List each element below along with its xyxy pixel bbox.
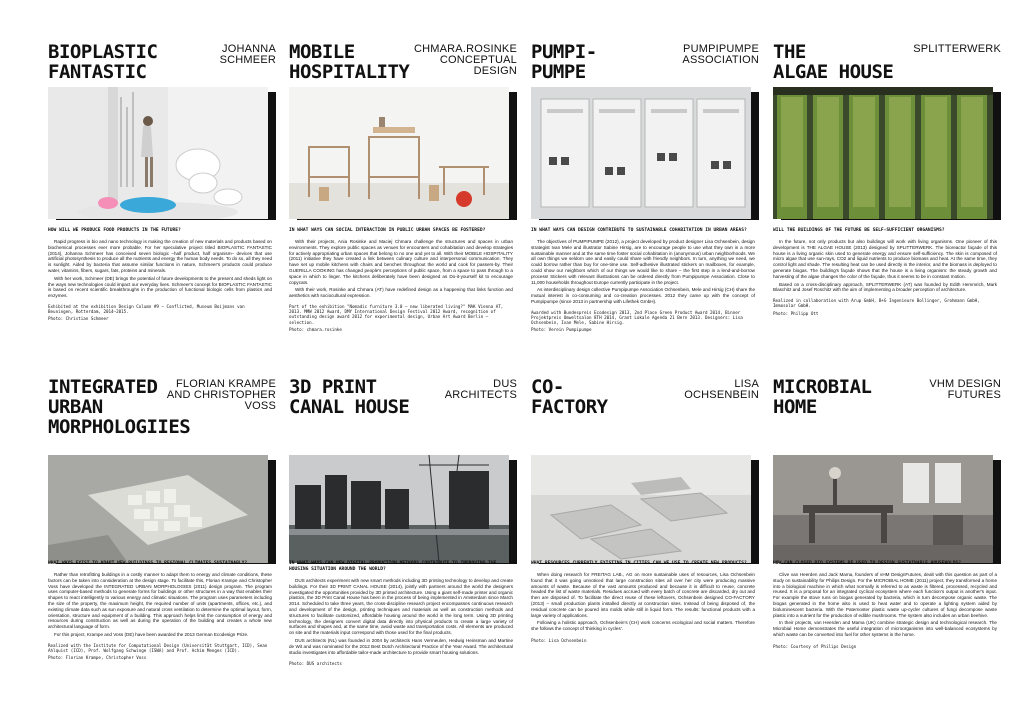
card-body	[289, 561, 513, 667]
card-credit: Realized in collaboration with Arup GmbH, B+G Ingenieure Bollinger, Grohmann GmbH, Immosolar GmbH.	[773, 298, 980, 309]
card-co-factory	[531, 376, 759, 643]
card-credit: Awarded with Bundespreis Ecodesign 2013, 2nd Place Green Product Award 2014, Binner Projektpreis Umweltsalon 8TH 2014, Grant Lokale Agenda 21 Bern 2013. Designers: Lisa Ochsenbein, Ivan Mele, Sabine Hirsig.	[531, 309, 743, 326]
card-paragraph: With their work, Rosinke and Chmara (AT) have redefined design as a happening that links function and aesthetics with sociocultural expression.	[289, 287, 513, 299]
card-title: INTEGRATED URBAN MORPHOLOGIIES	[48, 376, 191, 438]
card-title: MOBILE HOSPITALITY	[289, 41, 410, 83]
card-paragraph: Rapid progress in bio and nano technology is making the creation of new materials and products based on biochemical processes ever more probable. For her speculative project titled BIOPLASTIC FANTASTIC (2014), Johanna Schmeer has conceived seven biologic –half product, half organism– devices that use artificial photosynthesis to produce all the nutrients and energy the human body needs. To do so, all they need is sunlight. Aided by bacteria that assume similar functions in nature, Schmeer's products could produce water, vitamins, fibers, sugars, fats, proteins and minerals.	[48, 239, 272, 273]
card-the-algae-house	[773, 41, 1001, 316]
card-header	[531, 377, 759, 421]
algae-facade-photo	[773, 87, 993, 219]
card-photo-credit: Photo: Lisa Ochsenbein	[531, 637, 587, 643]
card-paragraph: Following a holistic approach, Ochsenbein's (CH) work concerns ecological and social matters. Therefore she follows the concept of 'thinking in cycles'.	[531, 620, 755, 632]
card-author: SPLITTERWERK	[913, 43, 1001, 55]
card-header	[773, 42, 1001, 86]
card-author: LISA OCHSENBEIN	[684, 378, 759, 401]
card-author: CHMARA.ROSINKE CONCEPTUAL DESIGN	[413, 43, 517, 77]
card-title: CO- FACTORY	[531, 376, 608, 418]
card-photo-credit: Photo: Courtesy of Philips Design	[773, 643, 857, 649]
canal-house-photo	[289, 455, 509, 563]
card-body	[773, 228, 997, 316]
card-header	[773, 377, 1001, 421]
card-paragraph: When doing research for FREITAG LAB., AG on more sustainable uses of resources, Lisa Ochsenbein found that it was going unnoticed that large construction sites all over her city were producing massive amounts of waste. Because of the vast amounts produced and because it is difficult to reuse, concrete headed the list of waste materials. Residues accrued with every batch of concrete are discarded, dry out and then are disposed of. To facilitate the direct reuse of these leftovers, Ochsenbein designed CO-FACTORY (2013) – small production plants installed directly at construction sites. Instead of being disposed of, the residual concrete can be poured into molds while still in liquid form. The results: functional products with a large variety of applications.	[531, 572, 755, 618]
card-paragraph: DUS architects experiment with new smart methods including 3D printing technology to develop and create buildings. For their 3D PRINT CANAL HOUSE (2014), jointly with partners around the world the designers investigated the opportunities provided by 3D printed architecture. Using a giant self-made printer and organic plastics, the 3D Print Canal House has been in the process of being implemented in Amsterdam since March 2014. Scheduled to take three years, the cross-discipline research project encompasses continuous research and development of the design, printing techniques and materials as well as construction methods and structures to facilitate customized, affordable housing around the world in the long term. Using 3D printing technology, the designers convert digital data directly into physical products to create a large variety of surfaces and shapes and, at the same time, avoid waste and transportation costs. All elements are produced on site and the materials input correspond with those used for the final products.	[289, 578, 513, 636]
card-integrated-urban-morphologiies	[48, 376, 276, 661]
card-paragraph: Clive van Heerden and Jack Mama, founders of vHM DesignFutures, dealt with this question as part of a study on sustainability for Philips Design. For the MICROBIAL HOME (2011) project, they transformed a home into a biological machine in which what normally is referred to as waste is filtered, processed, recycled and reused. It is a proposal for an integrated cyclical ecosystem where each function's output is another's input. For example the stove runs on biogas generated by bacteria, which in turn decompose organic waste. The biogas generated in the home also is used to heat water and to operate a lighting system aided by bioluminescent bacteria. With the Paternoster plastic waste up-cycler cultures of fungi decompose waste plastic into a nutrient for the production of edible mushrooms. The system also includes an urban beehive.	[773, 572, 997, 618]
card-paragraph: The objectives of PUMPIPUMPE (2012), a project developed by product designer Lisa Ochsenbein, design strategist Ivan Mele and illustrator Sabine Hirsig, are to encourage people to use what they own in a more sustainable manner and at the same time foster social cohabitation in (anonymous) urban neighborhoods. We all own things we seldom use and easily could share with friendly neighbors. In turn, anything we need, we could borrow rather than buy for one-time use. Self-adhesive illustrated stickers on mailboxes, for example, could show our neighbors which of our things we would like to share – the first step in a lend-and-borrow process! Stickers with relevant illustrations can be ordered directly from Pumpipumpe Association. Close to 11,000 households throughout Europe currently participate in the project.	[531, 239, 755, 285]
card-title: BIOPLASTIC FANTASTIC	[48, 41, 158, 83]
card-header	[289, 42, 517, 86]
mobile-kitchen-photo	[289, 87, 509, 219]
card-question: IN WHAT WAYS CAN NEW DIGITAL PRODUCTION METHODS CONTRIBUTE TO IMPROVING THE HOUSING SITUATION AROUND THE WORLD?	[289, 561, 497, 572]
card-body	[773, 561, 997, 649]
card-author: FLORIAN KRAMPE AND CHRISTOPHER VOSS	[166, 378, 276, 412]
card-header	[289, 377, 517, 421]
card-photo-credit: Photo: DUS architects	[289, 661, 342, 667]
card-photo-credit: Photo: Florian Krampe, Christopher Voss	[48, 655, 147, 661]
card-body	[289, 228, 513, 332]
card-paragraph: Based on a cross-disciplinary approach, SPLITTERWERK (AT) was founded by Edith Hemmrich, Mark Blaschitz and Josef Roschitz with the aim of implementing a broader perception of architecture.	[773, 281, 997, 293]
card-title: PUMPI- PUMPE	[531, 41, 597, 83]
card-title: THE ALGAE HOUSE	[773, 41, 894, 83]
card-paragraph: Rather than retrofitting buildings in a costly manner to adapt them to energy and climate conditions, these factors can be taken into consideration at the design stage. To facilitate this, Florian Krampe and Christopher Voss have developed the INTEGRATED URBAN MORPHOLOGIES (2011) design program. The program uses computer-based methods to generate forms for buildings or other structures in a way that enables their shapes to react intelligently to various energy and climatic situations. The program uses parameters including the size of the property, the maximum height, the required number of units (apartments, offices, etc.), and existing climate data such as sun exposure and natural cross ventilation to determine the optimal layout, form, orientation, structure and equipment of a building. This approach helps limit the consumption of energy and resources during construction as well as during the operation of the building and creates a whole new architectural language of form.	[48, 572, 272, 630]
card-photo-credit: Photo: Verein Pumpipumpe	[531, 327, 592, 333]
card-paragraph: DUS architects (NL) was founded in 2004 by architects Hans Vermeulen, Hedwig Heinsman and Martine de Wit and was nominated for the 2012 Best Dutch Architectural Practice of the Year Award. The architectural studio investigates into affordable tailor-made architecture to provide smart housing solutions.	[289, 637, 513, 655]
card-author: VHM DESIGN FUTURES	[929, 378, 1001, 401]
card-header	[48, 42, 276, 86]
urban-model-photo	[48, 455, 268, 563]
card-author: JOHANNA SCHMEER	[219, 43, 276, 66]
card-question: WILL THE BUILDINGS OF THE FUTURE BE SELF-SUFFICIENT ORGANISMS?	[773, 228, 945, 233]
card-paragraph: For this project, Krampe and Voss (DE) have been awarded the 2013 German Ecodesign Prize.	[54, 631, 249, 637]
card-3d-print-canal-house	[289, 376, 517, 667]
card-mobile-hospitality	[289, 41, 517, 332]
card-paragraph: With their projects, Ania Rosinke and Maciej Chmara challenge the structures and spaces in urban environments. They explore public spaces as venues for encounters and cohabitation and develop strategies for actively appropriating urban spaces that belong to no one and yet to all. With their MOBILE HOSPITALITY (2011) initiative they have created a link between culinary culture and interpersonal communication. They have set up mobile kitchens with chairs and benches throughout the world and cook for passers-by. Their GUERILLA COOKING has changed people's perceptions of public space, from a space to pass through to a space in which to linger. The kitchens deliberately have been designed as Do-it-yourself kit to encourage copycats.	[289, 239, 513, 285]
mailbox-stickers-photo	[531, 87, 751, 219]
card-paragraph: With her work, Schmeer (DE) brings the potential of future developments to the present and sheds light on the ways new technologies could impact our everyday lives. Schmeer's concept for BIOPLASTIC FANTASTIC is based on recent scientific breakthroughs in the production of functional biologic cells from plastics and enzymes.	[48, 275, 272, 299]
card-title: MICROBIAL HOME	[773, 376, 872, 418]
card-photo-credit: Photo: Philipp Ott	[773, 310, 819, 316]
card-header	[48, 376, 276, 438]
card-title: 3D PRINT CANAL HOUSE	[289, 376, 410, 418]
card-body	[531, 228, 755, 333]
card-microbial-home	[773, 376, 1001, 649]
card-paragraph: As interdisciplinary design collective Pumpipumpe Association Ochsenbein, Mele and Hirsig (CH) share the mutual interest in co-consuming and co-creation processes. 2012 they came up with the concept of Pumpipumpe (since 2013 in partnership with Lifethek GmbH).	[531, 287, 755, 304]
card-photo-credit: Photo: Christian Schmeer	[48, 316, 109, 322]
card-credit: Realized with the Institute for Computational Design (Universität Stuttgart, ICD), Sean Ahlquist (ICD), Prof. Wolfgang Schwinge (ISWA) and Prof. Achim Menges (ICD).	[48, 642, 268, 653]
card-author: PUMPIPUMPE ASSOCIATION	[682, 43, 759, 66]
card-question: IN WHAT WAYS CAN DESIGN CONTRIBUTE TO SUSTAINABLE COHABITATION IN URBAN AREAS?	[531, 228, 747, 233]
card-body	[531, 561, 755, 643]
card-credit: Part of the exhibition "Nomadic furniture 3.0 – new liberated living?" MAK Vienna AT, 2013. MMW 2012 Award, DMY International Design Festival 2012 Award, recognition of outstanding design award 2012 for experimental design, Urban Art Award Berlin – selection.	[289, 303, 504, 325]
card-bioplastic-fantastic	[48, 41, 276, 322]
card-pumpipumpe	[531, 41, 759, 333]
card-question: WHAT WAYS EXIST TO ADAPT NEW BUILDINGS TO REGIONAL CLIMATES SUSTAINABLY?	[48, 561, 248, 566]
card-header	[531, 42, 759, 86]
card-credit: Exhibited at the exhibition Design Column #9 – Conflicted, Museum Boijmans van Beuningen, Rotterdam, 2014–2015.	[48, 303, 245, 315]
card-question: HOW CAN CLOSED BIO SYSTEMS BE USED TO DESIGN SUSTAINABLE HOUSEHOLDS?	[773, 561, 962, 566]
card-paragraph: In their projects, van Heerden and Mama (UK) combine strategic design and technological research. The Microbial Home demonstrates the useful integration of microorganisms into well-balanced ecosystems by which waste can be converted into fuel for other systems in the home.	[773, 620, 997, 637]
card-author: DUS ARCHITECTS	[444, 378, 517, 401]
card-body	[48, 561, 272, 660]
card-paragraph: In the future, not only products but also buildings will work with living organisms. One pioneer of this development is THE ALGAE HOUSE (2013) designed by SPLITTERWERK. The bioreactor façade of this house is a living organic skin used to generate energy and ensure self-sufficiency. The skin is composed of micro algae that use sun-rays, CO2 and liquid nutrients to produce biomass and heat. At the same time, they control light and shade. The resulting heat can be used directly in the interior, and the biomass is deployed to generate biogas. The building's façade shows that the house is a living organism: the steady growth and harvesting of the algae changes the color of the façade, thus it seems to be in constant motion.	[773, 239, 997, 279]
card-question: WHAT RESOURCES CURRENTLY EXISTING IN CITIES CAN WE USE TO CREATE NEW PRODUCTS?	[531, 561, 747, 566]
card-question: HOW WILL WE PRODUCE FOOD PRODUCTS IN THE FUTURE?	[48, 228, 181, 233]
card-body	[48, 228, 272, 322]
bioplastic-installation-photo	[48, 87, 268, 219]
concrete-tiles-photo	[531, 455, 751, 563]
card-question: IN WHAT WAYS CAN SOCIAL INTERACTION IN PUBLIC URBAN SPACES BE FOSTERED?	[289, 228, 486, 233]
card-photo-credit: Photo: chmara.rosinke	[289, 326, 342, 332]
microbial-home-interior-photo	[773, 455, 993, 563]
